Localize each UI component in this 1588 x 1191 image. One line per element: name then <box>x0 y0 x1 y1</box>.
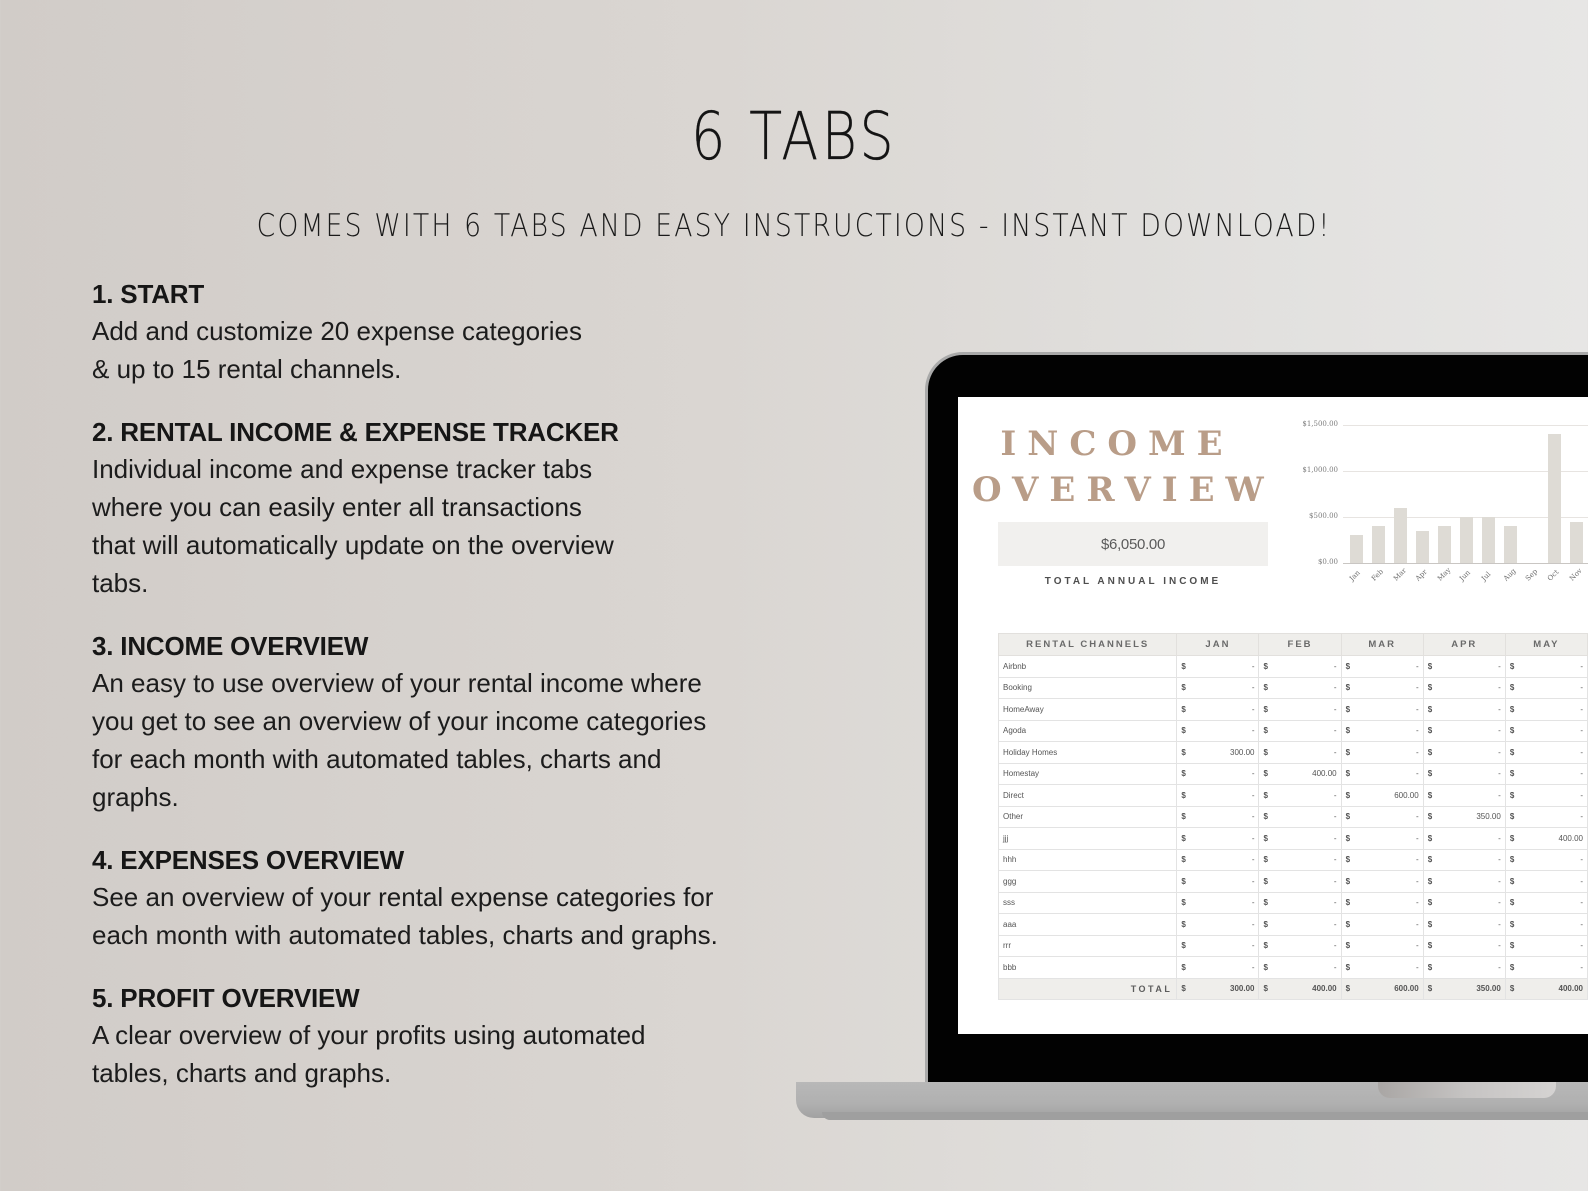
channel-cell[interactable]: Airbnb <box>999 656 1177 678</box>
feature-list <box>92 276 812 1118</box>
currency-symbol-cell: $ <box>1259 849 1273 871</box>
currency-symbol-cell: $ <box>1177 849 1191 871</box>
y-axis-tick-label: $0.00 <box>1317 558 1338 566</box>
x-axis-tick-label: Jul <box>1480 570 1493 583</box>
currency-symbol-cell: $ <box>1177 978 1191 1000</box>
amount-cell: 400.00 <box>1519 978 1587 1000</box>
table-row <box>999 892 1588 914</box>
x-axis-tick-label: Jan <box>1348 568 1362 583</box>
column-header-month: MAY <box>1505 634 1587 656</box>
feature-heading: 1. START <box>92 279 205 309</box>
feature-description-line: you get to see an overview of your income categories <box>92 706 707 736</box>
currency-symbol-cell: $ <box>1505 763 1519 785</box>
table-row <box>999 935 1588 957</box>
amount-cell[interactable]: - <box>1437 871 1505 893</box>
amount-cell[interactable]: 300.00 <box>1191 742 1259 764</box>
table-row <box>999 656 1588 678</box>
amount-cell[interactable]: - <box>1191 849 1259 871</box>
amount-cell[interactable]: - <box>1437 828 1505 850</box>
currency-symbol-cell: $ <box>1177 720 1191 742</box>
channel-cell[interactable]: bbb <box>999 957 1177 979</box>
channel-cell[interactable]: Other <box>999 806 1177 828</box>
amount-cell[interactable]: - <box>1355 656 1423 678</box>
table-row <box>999 914 1588 936</box>
amount-cell[interactable]: 350.00 <box>1437 806 1505 828</box>
total-label-cell: TOTAL <box>999 978 1177 1000</box>
currency-symbol-cell: $ <box>1341 957 1355 979</box>
currency-symbol-cell: $ <box>1177 785 1191 807</box>
currency-symbol-cell: $ <box>1341 828 1355 850</box>
currency-symbol-cell: $ <box>1259 677 1273 699</box>
currency-symbol-cell: $ <box>1177 677 1191 699</box>
amount-cell[interactable]: - <box>1191 935 1259 957</box>
currency-symbol-cell: $ <box>1505 957 1519 979</box>
amount-cell[interactable]: - <box>1273 871 1341 893</box>
amount-cell[interactable]: - <box>1519 935 1587 957</box>
amount-cell[interactable]: - <box>1437 656 1505 678</box>
currency-symbol-cell: $ <box>1505 656 1519 678</box>
chart-bar <box>1394 508 1407 563</box>
currency-symbol-cell: $ <box>1341 763 1355 785</box>
amount-cell[interactable]: - <box>1191 806 1259 828</box>
amount-cell[interactable]: - <box>1355 677 1423 699</box>
amount-cell[interactable]: - <box>1519 656 1587 678</box>
currency-symbol-cell: $ <box>1259 785 1273 807</box>
currency-symbol-cell: $ <box>1505 828 1519 850</box>
currency-symbol-cell: $ <box>1423 892 1437 914</box>
amount-cell[interactable]: - <box>1437 957 1505 979</box>
feature-description-line: Add and customize 20 expense categories <box>92 316 582 346</box>
currency-symbol-cell: $ <box>1177 699 1191 721</box>
table-row <box>999 742 1588 764</box>
currency-symbol-cell: $ <box>1423 742 1437 764</box>
income-overview-title <box>972 421 1275 513</box>
rental-channels-table <box>998 633 1588 1000</box>
amount-cell[interactable]: - <box>1355 720 1423 742</box>
amount-cell[interactable]: - <box>1519 849 1587 871</box>
currency-symbol-cell: $ <box>1177 806 1191 828</box>
amount-cell[interactable]: - <box>1437 742 1505 764</box>
feature-heading: 5. PROFIT OVERVIEW <box>92 983 360 1013</box>
currency-symbol-cell: $ <box>1505 935 1519 957</box>
feature-description-line: A clear overview of your profits using automated <box>92 1020 646 1050</box>
channel-cell[interactable]: aaa <box>999 914 1177 936</box>
currency-symbol-cell: $ <box>1505 849 1519 871</box>
feature-heading: 4. EXPENSES OVERVIEW <box>92 845 404 875</box>
table-total-row <box>999 978 1588 1000</box>
chart-bar <box>1460 517 1473 563</box>
currency-symbol-cell: $ <box>1505 892 1519 914</box>
currency-symbol-cell: $ <box>1423 677 1437 699</box>
channel-cell[interactable]: sss <box>999 892 1177 914</box>
amount-cell[interactable]: - <box>1273 806 1341 828</box>
currency-symbol-cell: $ <box>1177 914 1191 936</box>
currency-symbol-cell: $ <box>1505 699 1519 721</box>
amount-cell[interactable]: - <box>1273 699 1341 721</box>
amount-cell[interactable]: - <box>1519 677 1587 699</box>
total-annual-income-value: $6,050.00 <box>998 522 1268 566</box>
amount-cell[interactable]: 400.00 <box>1273 763 1341 785</box>
amount-cell[interactable]: - <box>1437 914 1505 936</box>
currency-symbol-cell: $ <box>1259 720 1273 742</box>
feature-description-line: graphs. <box>92 782 179 812</box>
currency-symbol-cell: $ <box>1505 978 1519 1000</box>
x-axis-tick-label: Aug <box>1502 567 1518 583</box>
currency-symbol-cell: $ <box>1177 763 1191 785</box>
amount-cell[interactable]: - <box>1355 742 1423 764</box>
feature-item <box>92 842 812 954</box>
feature-item <box>92 414 812 602</box>
table-row <box>999 720 1588 742</box>
channel-cell[interactable]: Agoda <box>999 720 1177 742</box>
page-subtitle: COMES WITH 6 TABS AND EASY INSTRUCTIONS - INSTANT DOWNLOAD! <box>256 208 1332 244</box>
page-title: 6 TABS <box>690 98 898 175</box>
currency-symbol-cell: $ <box>1341 677 1355 699</box>
amount-cell[interactable]: - <box>1519 763 1587 785</box>
amount-cell[interactable]: - <box>1437 892 1505 914</box>
currency-symbol-cell: $ <box>1259 892 1273 914</box>
amount-cell[interactable]: - <box>1437 677 1505 699</box>
currency-symbol-cell: $ <box>1423 957 1437 979</box>
amount-cell[interactable]: - <box>1273 828 1341 850</box>
currency-symbol-cell: $ <box>1423 656 1437 678</box>
amount-cell[interactable]: - <box>1355 871 1423 893</box>
currency-symbol-cell: $ <box>1259 763 1273 785</box>
table-row <box>999 871 1588 893</box>
total-annual-income-label: TOTAL ANNUAL INCOME <box>1044 576 1222 587</box>
amount-cell[interactable]: - <box>1355 849 1423 871</box>
feature-item <box>92 980 812 1092</box>
feature-description-line: tables, charts and graphs. <box>92 1058 392 1088</box>
currency-symbol-cell: $ <box>1341 720 1355 742</box>
amount-cell[interactable]: - <box>1355 699 1423 721</box>
currency-symbol-cell: $ <box>1423 849 1437 871</box>
currency-symbol-cell: $ <box>1423 785 1437 807</box>
amount-cell: 400.00 <box>1273 978 1341 1000</box>
currency-symbol-cell: $ <box>1259 806 1273 828</box>
amount-cell[interactable]: - <box>1355 763 1423 785</box>
currency-symbol-cell: $ <box>1505 914 1519 936</box>
amount-cell[interactable]: - <box>1273 957 1341 979</box>
amount-cell[interactable]: - <box>1273 656 1341 678</box>
currency-symbol-cell: $ <box>1341 699 1355 721</box>
chart-bar <box>1482 517 1495 563</box>
amount-cell[interactable]: - <box>1355 914 1423 936</box>
feature-item <box>92 276 812 388</box>
column-header-month: MAR <box>1341 634 1423 656</box>
amount-cell[interactable]: - <box>1273 914 1341 936</box>
currency-symbol-cell: $ <box>1341 849 1355 871</box>
table-row <box>999 699 1588 721</box>
feature-description-line: See an overview of your rental expense categories for <box>92 882 714 912</box>
feature-description-line: An easy to use overview of your rental income where <box>92 668 702 698</box>
amount-cell[interactable]: - <box>1191 720 1259 742</box>
amount-cell[interactable]: - <box>1273 785 1341 807</box>
x-axis-tick-label: Apr <box>1414 567 1429 583</box>
column-header-channels: RENTAL CHANNELS <box>999 634 1177 656</box>
amount-cell[interactable]: - <box>1191 699 1259 721</box>
amount-cell[interactable]: - <box>1355 957 1423 979</box>
amount-cell[interactable]: - <box>1519 957 1587 979</box>
currency-symbol-cell: $ <box>1341 871 1355 893</box>
currency-symbol-cell: $ <box>1259 871 1273 893</box>
amount-cell[interactable]: - <box>1191 763 1259 785</box>
title-line-2: OVERVIEW <box>972 470 1275 510</box>
amount-cell[interactable]: - <box>1273 935 1341 957</box>
amount-cell[interactable]: - <box>1273 677 1341 699</box>
currency-symbol-cell: $ <box>1259 742 1273 764</box>
column-header-month: FEB <box>1259 634 1341 656</box>
chart-bar <box>1416 531 1429 563</box>
currency-symbol-cell: $ <box>1259 978 1273 1000</box>
x-axis-tick-label: Mar <box>1392 566 1409 583</box>
channel-cell[interactable]: jjj <box>999 828 1177 850</box>
amount-cell[interactable]: - <box>1519 806 1587 828</box>
title-line-1: INCOME <box>1000 424 1234 464</box>
amount-cell: 600.00 <box>1355 978 1423 1000</box>
currency-symbol-cell: $ <box>1259 957 1273 979</box>
currency-symbol-cell: $ <box>1505 720 1519 742</box>
currency-symbol-cell: $ <box>1177 742 1191 764</box>
amount-cell[interactable]: - <box>1519 742 1587 764</box>
amount-cell[interactable]: - <box>1191 677 1259 699</box>
table-row <box>999 806 1588 828</box>
currency-symbol-cell: $ <box>1423 720 1437 742</box>
feature-description <box>92 450 812 602</box>
currency-symbol-cell: $ <box>1341 742 1355 764</box>
amount-cell[interactable]: - <box>1191 785 1259 807</box>
x-axis-tick-label: Nov <box>1568 566 1584 583</box>
currency-symbol-cell: $ <box>1341 978 1355 1000</box>
currency-symbol-cell: $ <box>1423 978 1437 1000</box>
table-row <box>999 957 1588 979</box>
feature-heading: 2. RENTAL INCOME & EXPENSE TRACKER <box>92 417 619 447</box>
amount-cell[interactable]: - <box>1355 806 1423 828</box>
amount-cell[interactable]: - <box>1519 720 1587 742</box>
amount-cell: 350.00 <box>1437 978 1505 1000</box>
currency-symbol-cell: $ <box>1341 656 1355 678</box>
x-axis-tick-label: Oct <box>1546 568 1561 583</box>
amount-cell[interactable]: - <box>1437 785 1505 807</box>
chart-bar <box>1372 526 1385 563</box>
channel-cell[interactable]: Homestay <box>999 763 1177 785</box>
currency-symbol-cell: $ <box>1177 935 1191 957</box>
table-row <box>999 849 1588 871</box>
chart-bar <box>1350 535 1363 563</box>
currency-symbol-cell: $ <box>1341 785 1355 807</box>
x-axis-line <box>1343 563 1588 564</box>
currency-symbol-cell: $ <box>1259 914 1273 936</box>
x-axis-tick-label: May <box>1436 566 1453 583</box>
currency-symbol-cell: $ <box>1423 914 1437 936</box>
currency-symbol-cell: $ <box>1423 699 1437 721</box>
amount-cell[interactable]: - <box>1273 720 1341 742</box>
feature-description <box>92 664 812 816</box>
amount-cell[interactable]: - <box>1355 892 1423 914</box>
currency-symbol-cell: $ <box>1177 892 1191 914</box>
feature-description-line: for each month with automated tables, charts and <box>92 744 662 774</box>
currency-symbol-cell: $ <box>1505 677 1519 699</box>
currency-symbol-cell: $ <box>1423 763 1437 785</box>
channel-cell[interactable]: ggg <box>999 871 1177 893</box>
x-axis-tick-label: Sep <box>1524 567 1540 583</box>
y-axis-tick-label: $1,500.00 <box>1302 420 1338 428</box>
currency-symbol-cell: $ <box>1423 828 1437 850</box>
amount-cell[interactable]: 600.00 <box>1355 785 1423 807</box>
x-axis-tick-label: Jun <box>1458 568 1473 583</box>
feature-description-line: where you can easily enter all transactions <box>92 492 582 522</box>
feature-description <box>92 878 812 954</box>
feature-description <box>92 1016 812 1092</box>
amount-cell[interactable]: - <box>1191 914 1259 936</box>
amount-cell[interactable]: - <box>1191 656 1259 678</box>
feature-heading: 3. INCOME OVERVIEW <box>92 631 369 661</box>
feature-description-line: each month with automated tables, charts and graphs. <box>92 920 718 950</box>
chart-bar <box>1504 526 1517 563</box>
amount-cell[interactable]: - <box>1519 892 1587 914</box>
amount-cell[interactable]: - <box>1519 914 1587 936</box>
amount-cell[interactable]: - <box>1273 849 1341 871</box>
currency-symbol-cell: $ <box>1259 935 1273 957</box>
column-header-month: APR <box>1423 634 1505 656</box>
laptop-notch <box>1378 1082 1556 1098</box>
channel-cell[interactable]: Booking <box>999 677 1177 699</box>
chart-bar <box>1548 434 1561 563</box>
amount-cell[interactable]: - <box>1273 742 1341 764</box>
amount-cell: 300.00 <box>1191 978 1259 1000</box>
currency-symbol-cell: $ <box>1177 828 1191 850</box>
feature-description-line: that will automatically update on the overview <box>92 530 614 560</box>
currency-symbol-cell: $ <box>1341 914 1355 936</box>
y-axis-tick-label: $1,000.00 <box>1302 466 1338 474</box>
amount-cell[interactable]: 400.00 <box>1519 828 1587 850</box>
currency-symbol-cell: $ <box>1505 806 1519 828</box>
amount-cell[interactable]: - <box>1191 828 1259 850</box>
currency-symbol-cell: $ <box>1259 699 1273 721</box>
feature-description <box>92 312 812 388</box>
channel-cell[interactable]: HomeAway <box>999 699 1177 721</box>
laptop-screen <box>958 397 1588 1034</box>
currency-symbol-cell: $ <box>1505 871 1519 893</box>
currency-symbol-cell: $ <box>1177 656 1191 678</box>
y-axis-tick-label: $500.00 <box>1309 512 1338 520</box>
amount-cell[interactable]: - <box>1519 699 1587 721</box>
table-header-row <box>999 634 1588 656</box>
currency-symbol-cell: $ <box>1423 806 1437 828</box>
feature-description-line: & up to 15 rental channels. <box>92 354 402 384</box>
amount-cell[interactable]: - <box>1437 699 1505 721</box>
table-row <box>999 785 1588 807</box>
laptop-base-lip <box>822 1112 1588 1120</box>
chart-bar <box>1570 522 1583 563</box>
amount-cell[interactable]: - <box>1191 957 1259 979</box>
currency-symbol-cell: $ <box>1505 785 1519 807</box>
amount-cell[interactable]: - <box>1519 871 1587 893</box>
amount-cell[interactable]: - <box>1273 892 1341 914</box>
channel-cell[interactable]: hhh <box>999 849 1177 871</box>
column-header-month: JAN <box>1177 634 1259 656</box>
table-row <box>999 677 1588 699</box>
amount-cell[interactable]: - <box>1191 871 1259 893</box>
currency-symbol-cell: $ <box>1423 935 1437 957</box>
amount-cell[interactable]: - <box>1437 935 1505 957</box>
feature-description-line: Individual income and expense tracker tabs <box>92 454 593 484</box>
amount-cell[interactable]: - <box>1437 849 1505 871</box>
currency-symbol-cell: $ <box>1177 957 1191 979</box>
gridline <box>1343 425 1588 426</box>
currency-symbol-cell: $ <box>1177 871 1191 893</box>
amount-cell[interactable]: - <box>1437 763 1505 785</box>
monthly-income-bar-chart <box>1288 417 1588 607</box>
channel-cell[interactable]: Holiday Homes <box>999 742 1177 764</box>
channel-cell[interactable]: rrr <box>999 935 1177 957</box>
currency-symbol-cell: $ <box>1423 871 1437 893</box>
amount-cell[interactable]: - <box>1437 720 1505 742</box>
feature-description-line: tabs. <box>92 568 149 598</box>
amount-cell[interactable]: - <box>1355 935 1423 957</box>
chart-bar <box>1438 526 1451 563</box>
channel-cell[interactable]: Direct <box>999 785 1177 807</box>
x-axis-tick-label: Feb <box>1370 567 1385 583</box>
amount-cell[interactable]: - <box>1519 785 1587 807</box>
amount-cell[interactable]: - <box>1191 892 1259 914</box>
currency-symbol-cell: $ <box>1505 742 1519 764</box>
currency-symbol-cell: $ <box>1259 656 1273 678</box>
table-row <box>999 828 1588 850</box>
amount-cell[interactable]: - <box>1355 828 1423 850</box>
currency-symbol-cell: $ <box>1341 806 1355 828</box>
feature-item <box>92 628 812 816</box>
table-row <box>999 763 1588 785</box>
currency-symbol-cell: $ <box>1259 828 1273 850</box>
currency-symbol-cell: $ <box>1341 892 1355 914</box>
currency-symbol-cell: $ <box>1341 935 1355 957</box>
